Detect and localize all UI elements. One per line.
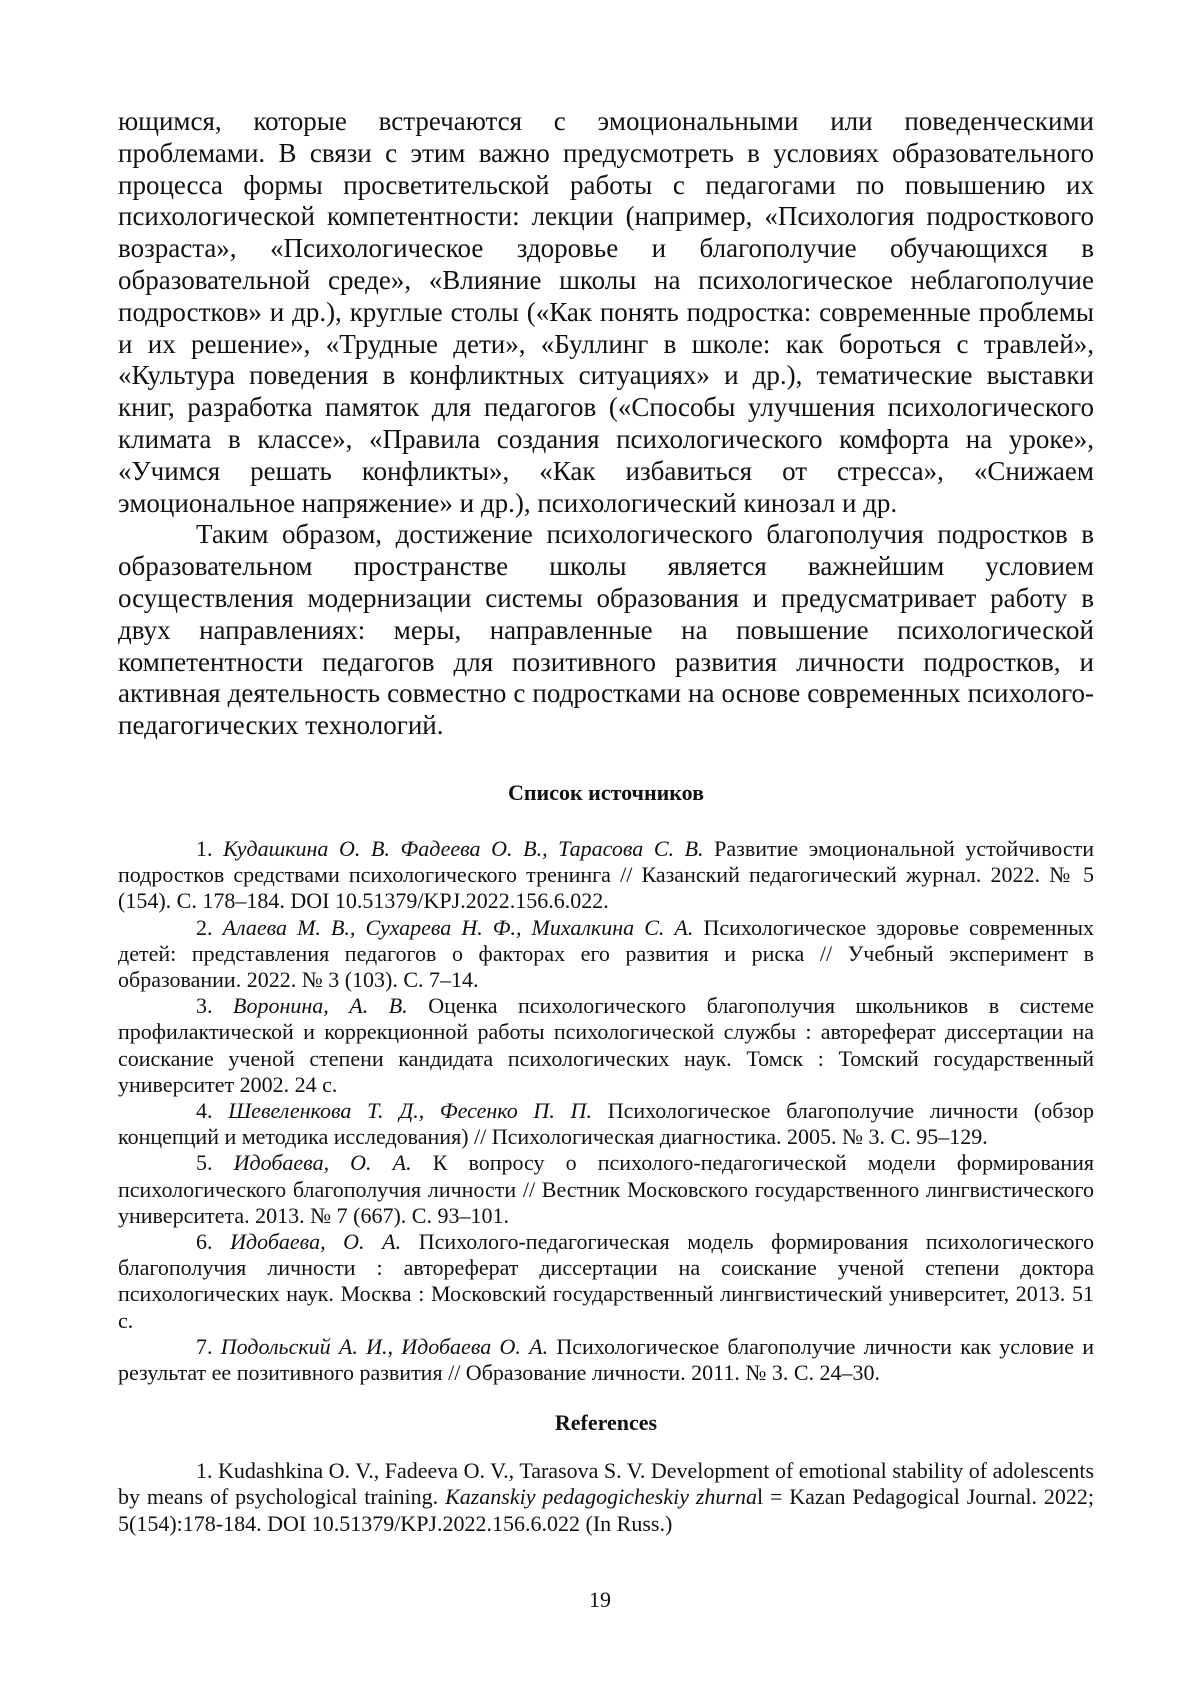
source-authors: Кудашкина О. В. Фадеева О. В., Тарасова С. В.: [223, 835, 704, 861]
source-item: [118, 915, 1094, 994]
sources-list: [118, 836, 1094, 1386]
references-heading: References: [554, 1410, 658, 1436]
source-authors: Идобаева, О. А.: [233, 1150, 412, 1176]
paragraph-2: Таким образом, достижение психологического благополучия подростков в образовательном пространстве школы является важнейшим условием осуществления модернизации системы образования и предусматривает работу в двух направлениях: меры, направленные на повышение психологической компетентности педагогов для позитивного развития личности подростков, и активная деятельность совместно с подростками на основе современных психолого-педагогических технологий.: [118, 519, 1094, 741]
reference-tail: l = Kazan Pedagogical Journal. 2022; 5(154):178-184. DOI 10.51379/KPJ.2022.156.6.022 (In Russ.): [118, 1484, 1094, 1536]
document-page: [118, 106, 1094, 1537]
source-text: Психологическое благополучие личности как условие и результат ее позитивного развития // Образование личности. 2011. № 3. С. 24–30.: [118, 1333, 1095, 1385]
reference-lead: Kudashkina O. V., Fadeeva O. V., Tarasova S. V. Development of emotional stability of adolescents by means of psychological training.: [118, 1458, 1095, 1510]
source-number: 1.: [196, 835, 213, 861]
source-number: 7.: [196, 1333, 213, 1359]
source-number: 2.: [196, 914, 213, 940]
source-number: 4.: [196, 1097, 213, 1123]
reference-item: [118, 1458, 1094, 1537]
source-text: Развитие эмоциональной устойчивости подростков средствами психологического тренинга // Казанский педагогический журнал. 2022. № 5 (154). С. 178–184. DOI 10.51379/KPJ.2022.156.6.022.: [118, 835, 1095, 914]
references-list: [118, 1458, 1094, 1537]
source-text: К вопросу о психолого-педагогической модели формирования психологического благополучия личности // Вестник Московского государственного лингвистического университета. 2013. № 7 (667). С. 93–101.: [118, 1150, 1095, 1228]
source-text: Психологическое благополучие личности (обзор концепций и методика исследования) // Психологическая диагностика. 2005. № 3. С. 95–129.: [118, 1097, 1095, 1150]
source-authors: Шевеленкова Т. Д., Фесенко П. П.: [228, 1097, 592, 1123]
source-text: Психологическое здоровье современных детей: представления педагогов о факторах его развития и риска // Учебный эксперимент в образовании. 2022. № 3 (103). С. 7–14.: [118, 914, 1094, 992]
paragraph-1: ющимся, которые встречаются с эмоциональными или поведенческими проблемами. В связи с этим важно предусмотреть в условиях образовательного процесса формы просветительской работы с педагогами по повышению их психологической компетентности: лекции (например, «Психология подросткового возраста», «Психологическое здоровье и благополучие обучающихся в образовательной среде», «Влияние школы на психологическое неблагополучие подростков» и др.), круглые столы («Как понять подростка: современные проблемы и их решение», «Трудные дети», «Буллинг в школе: как бороться с травлей», «Культура поведения в конфликтных ситуациях» и др.), тематические выставки книг, разработка памяток для педагогов («Способы улучшения психологического климата в классе», «Правила создания психологического комфорта на уроке», «Учимся решать конфликты», «Как избавиться от стресса», «Снижаем эмоциональное напряжение» и др.), психологический кинозал и др.: [118, 106, 1094, 518]
source-item: [118, 1229, 1094, 1334]
sources-heading: Список источников: [507, 779, 705, 805]
source-text: Оценка психологического благополучия школьников в системе профилактической и коррекционной работы психологической службы : автореферат диссертации на соискание ученой степени кандидата психологических наук. Томск : Томский государственный университет 2002. 24 с.: [118, 993, 1095, 1097]
source-number: 5.: [196, 1150, 213, 1176]
source-authors: Идобаева, О. А.: [230, 1228, 402, 1254]
page-number: 19: [589, 1587, 611, 1612]
source-authors: Подольский А. И., Идобаева О. А.: [220, 1333, 549, 1359]
source-authors: Воронина, А. В.: [233, 993, 408, 1019]
reference-number: 1.: [196, 1458, 213, 1484]
source-item: [118, 1334, 1094, 1386]
source-number: 6.: [196, 1228, 213, 1254]
source-item: [118, 1098, 1094, 1150]
source-number: 3.: [196, 993, 213, 1019]
source-item: [118, 1150, 1094, 1229]
source-text: Психолого-педагогическая модель формирования психологического благополучия личности : автореферат диссертации на соискание ученой степени доктора психологических наук. Москва : Московский государственный лингвистический университет, 2013. 51 с.: [118, 1228, 1095, 1333]
main-text: [118, 106, 1094, 742]
reference-journal: Kazanskiy pedagogicheskiy zhurna: [445, 1484, 757, 1510]
source-item: [118, 836, 1094, 915]
source-item: [118, 993, 1094, 1098]
source-authors: Алаева М. В., Сухарева Н. Ф., Михалкина С. А.: [222, 914, 694, 940]
